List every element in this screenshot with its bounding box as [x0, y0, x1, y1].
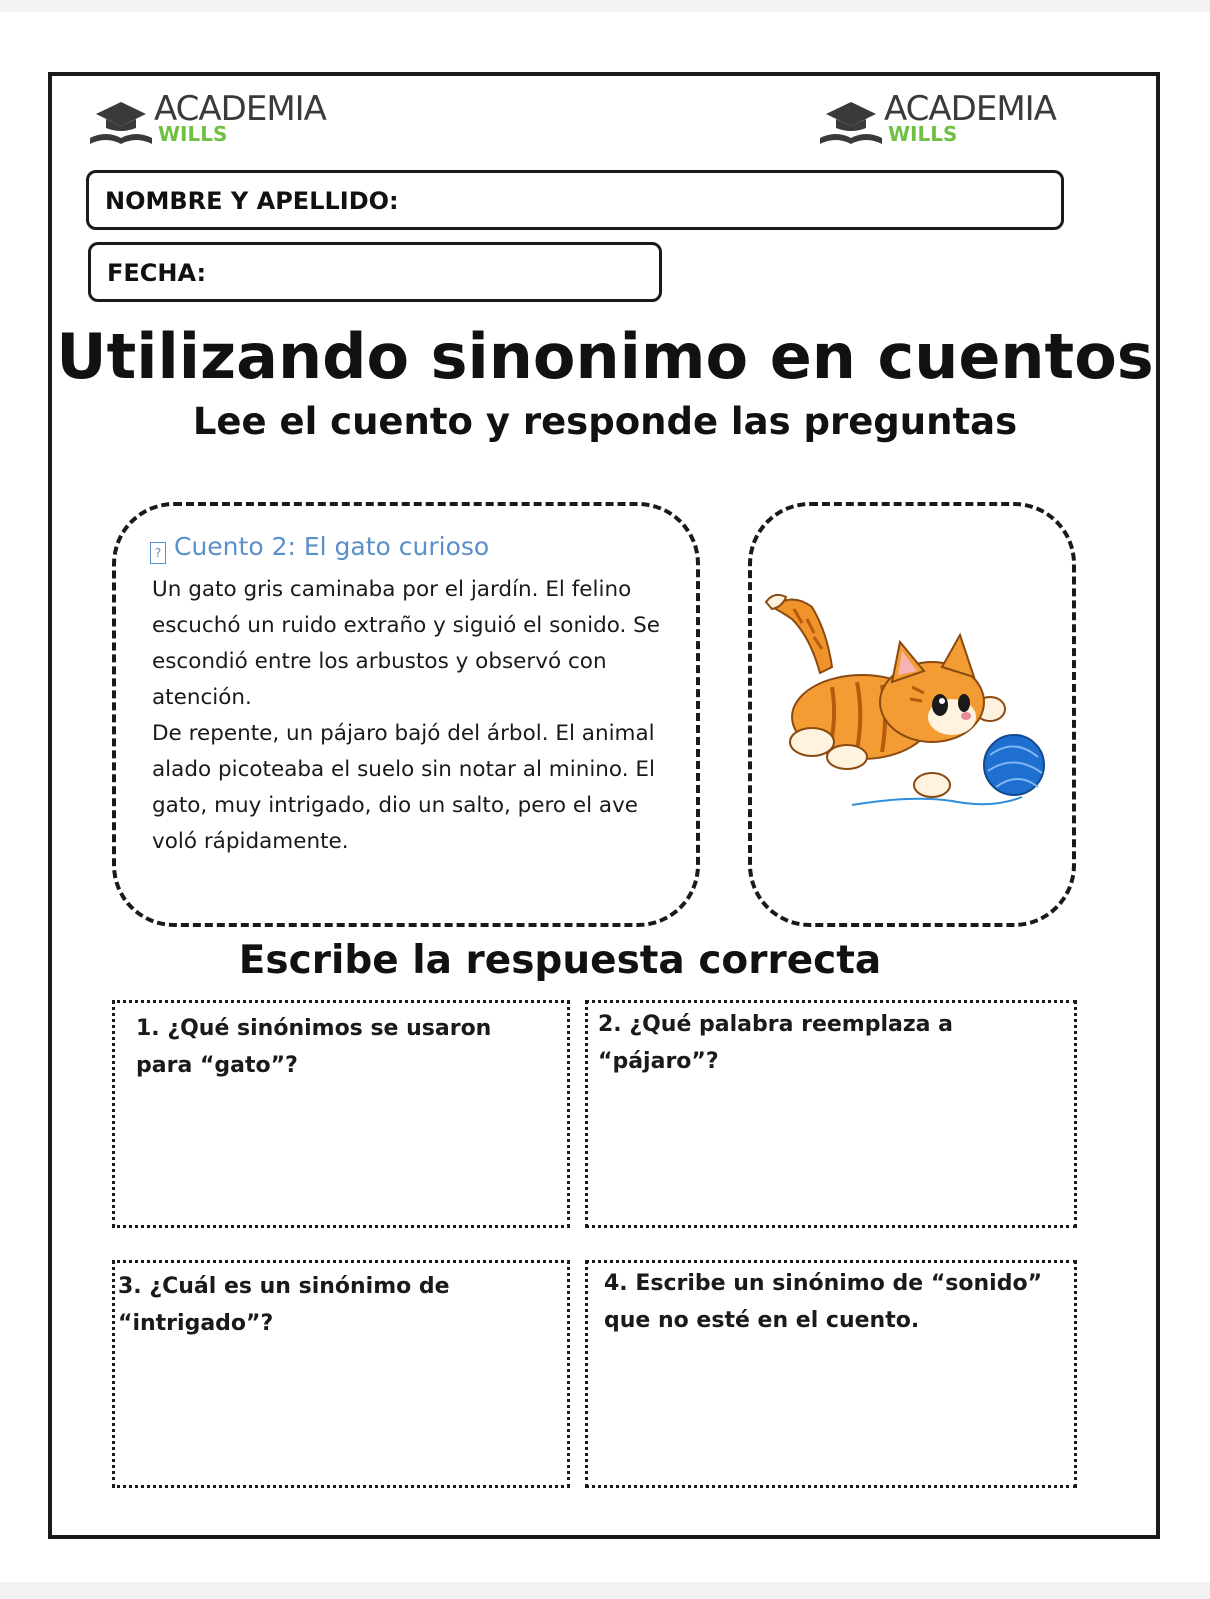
worksheet-page	[0, 12, 1210, 1582]
question-2: 2. ¿Qué palabra reemplaza a “pájaro”?	[598, 1012, 954, 1074]
page-title: Utilizando sinonimo en cuentos	[56, 320, 1154, 393]
logo-sub-text: WILLS	[158, 122, 228, 146]
name-label: NOMBRE Y APELLIDO:	[105, 187, 399, 215]
story-title-text: Cuento 2: El gato curioso	[174, 532, 490, 561]
question-3: 3. ¿Cuál es un sinónimo de “intrigado”?	[118, 1274, 450, 1336]
logo-academia-wills-left	[88, 89, 338, 152]
story-paragraph: Un gato gris caminaba por el jardín. El felino escuchó un ruido extraño y siguió el sonido. Se escondió entre los arbustos y observó con atención.	[152, 577, 661, 710]
graduation-cap-book-icon	[88, 100, 154, 148]
story-title	[150, 532, 489, 564]
logo-sub-text: WILLS	[888, 122, 958, 146]
page-subtitle: Lee el cuento y responde las preguntas	[192, 400, 1018, 443]
logo-brand-text: ACADEMIA	[884, 89, 1056, 129]
kitten-with-yarn-illustration	[752, 587, 1052, 817]
date-label: FECHA:	[107, 259, 207, 287]
book-icon: ?	[150, 542, 166, 564]
story-paragraph: De repente, un pájaro bajó del árbol. El animal alado picoteaba el suelo sin notar al minino. El gato, muy intrigado, dio un salto, pero el ave voló rápidamente.	[152, 721, 655, 854]
question-4: 4. Escribe un sinónimo de “sonido” que no esté en el cuento.	[604, 1271, 1043, 1333]
graduation-cap-book-icon	[818, 100, 884, 148]
answers-heading: Escribe la respuesta correcta	[238, 938, 882, 983]
story-text	[152, 572, 672, 860]
logo-brand-text: ACADEMIA	[154, 89, 326, 129]
logo-academia-wills-right	[818, 89, 1068, 152]
name-field[interactable]	[86, 170, 1064, 230]
question-1: 1. ¿Qué sinónimos se usaron para “gato”?	[136, 1016, 492, 1078]
date-field[interactable]	[88, 242, 662, 302]
